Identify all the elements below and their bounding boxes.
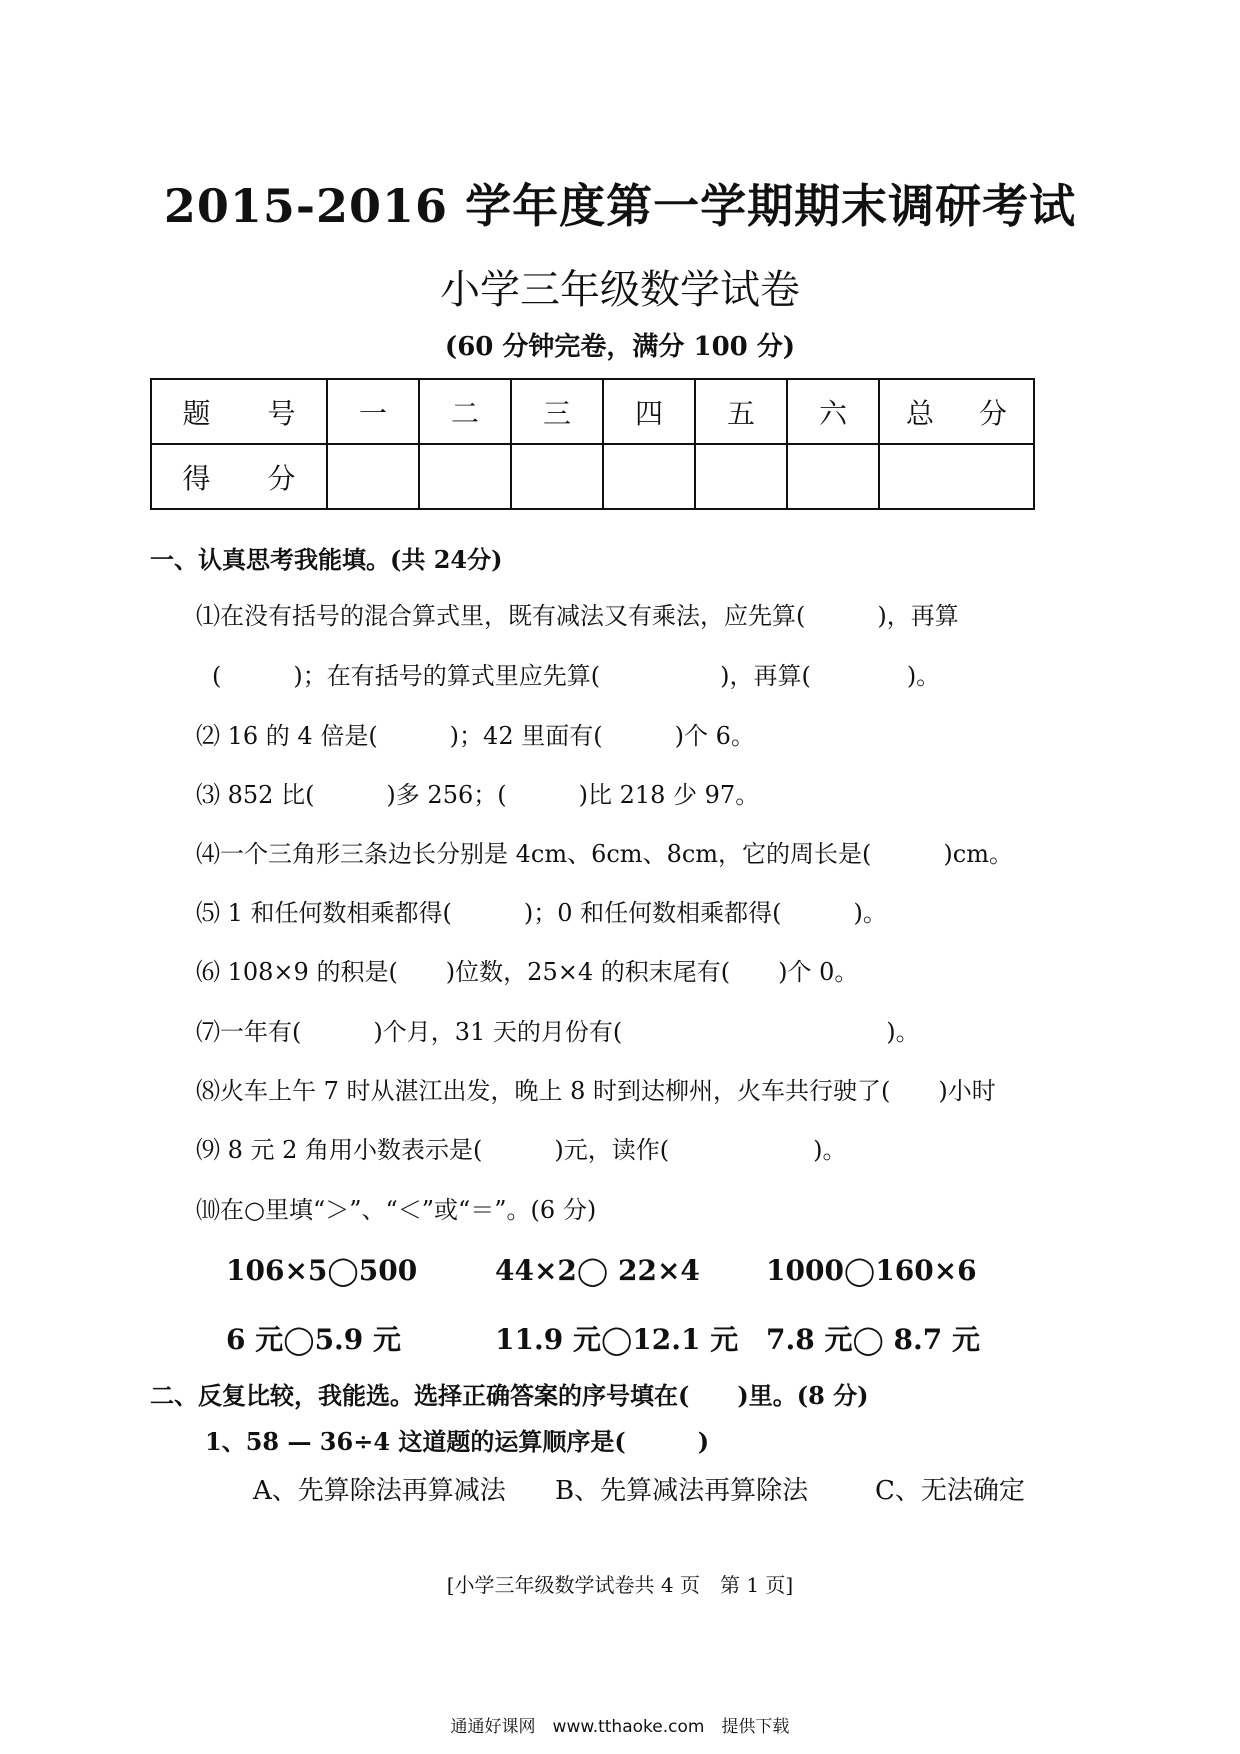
site-watermark: 通通好课网 www.tthaoke.com 提供下载 <box>450 1717 790 1737</box>
question-line: ⑻火车上午 7 时从湛江出发，晚上 8 时到达柳州，火车共行驶了( )小时 <box>196 1077 996 1105</box>
choice-option-a: A、先算除法再算减法 <box>253 1476 506 1506</box>
compare-item: 6 元◯5.9 元 <box>226 1323 402 1356</box>
score-blank-cell[interactable] <box>603 444 695 509</box>
compare-item: 1000◯160×6 <box>766 1254 977 1287</box>
score-blank-cell[interactable] <box>879 444 1034 509</box>
question-line: 1、58 — 36÷4 这道题的运算顺序是( ) <box>205 1427 710 1456</box>
question-line: ⑴在没有括号的混合算式里，既有减法又有乘法，应先算( )，再算 <box>196 602 959 630</box>
question-line: ⑷一个三角形三条边长分别是 4cm、6cm、8cm，它的周长是( )cm。 <box>196 840 1013 868</box>
exam-subtitle: 小学三年级数学试卷 <box>440 267 800 313</box>
score-table-cell: 六 <box>787 379 879 444</box>
score-table-cell: 五 <box>695 379 787 444</box>
question-line: ⑶ 852 比( )多 256；( )比 218 少 97。 <box>196 781 760 809</box>
exam-title: 2015-2016 学年度第一学期期末调研考试 <box>163 179 1077 233</box>
section2-title: 二、反复比较，我能选。选择正确答案的序号填在( )里。(8 分) <box>150 1381 869 1410</box>
score-blank-cell[interactable] <box>419 444 511 509</box>
question-line: ⑹ 108×9 的积是( )位数，25×4 的积末尾有( )个 0。 <box>196 958 859 986</box>
question-line: ⑸ 1 和任何数相乘都得( )；0 和任何数相乘都得( )。 <box>196 899 887 927</box>
score-table-cell: 四 <box>603 379 695 444</box>
score-blank-cell[interactable] <box>327 444 419 509</box>
score-table-cell: 三 <box>511 379 603 444</box>
score-table-header-row <box>151 379 1034 444</box>
question-line: ⑵ 16 的 4 倍是( )；42 里面有( )个 6。 <box>196 722 755 750</box>
question-line: ⑺一年有( )个月，31 天的月份有( )。 <box>196 1018 920 1046</box>
compare-item: 106×5◯500 <box>226 1254 418 1287</box>
question-line: ⑼ 8 元 2 角用小数表示是( )元，读作( )。 <box>196 1136 847 1164</box>
compare-item: 11.9 元◯12.1 元 <box>495 1323 739 1356</box>
choice-option-c: C、无法确定 <box>875 1476 1025 1506</box>
exam-duration: (60 分钟完卷，满分 100 分) <box>444 332 796 362</box>
compare-item: 44×2◯ 22×4 <box>495 1254 700 1287</box>
question-line: ( )；在有括号的算式里应先算( )，再算( )。 <box>212 662 941 690</box>
score-table-cell: 二 <box>419 379 511 444</box>
score-blank-cell[interactable] <box>511 444 603 509</box>
score-table-cell: 得 分 <box>151 444 327 509</box>
choice-option-b: B、先算减法再算除法 <box>555 1476 809 1506</box>
score-blank-cell[interactable] <box>695 444 787 509</box>
score-table <box>150 378 1035 510</box>
question-line: ⑽在○里填“＞”、“＜”或“＝”。(6 分) <box>196 1196 597 1224</box>
score-table-cell: 题 号 <box>151 379 327 444</box>
section1-title: 一、认真思考我能填。(共 24分) <box>150 545 503 574</box>
score-blank-cell[interactable] <box>787 444 879 509</box>
score-table-cell: 总 分 <box>879 379 1034 444</box>
page-footer: [小学三年级数学试卷共 4 页 第 1 页] <box>446 1573 794 1597</box>
score-table-cell: 一 <box>327 379 419 444</box>
score-table-score-row <box>151 444 1034 509</box>
compare-item: 7.8 元◯ 8.7 元 <box>766 1323 981 1356</box>
